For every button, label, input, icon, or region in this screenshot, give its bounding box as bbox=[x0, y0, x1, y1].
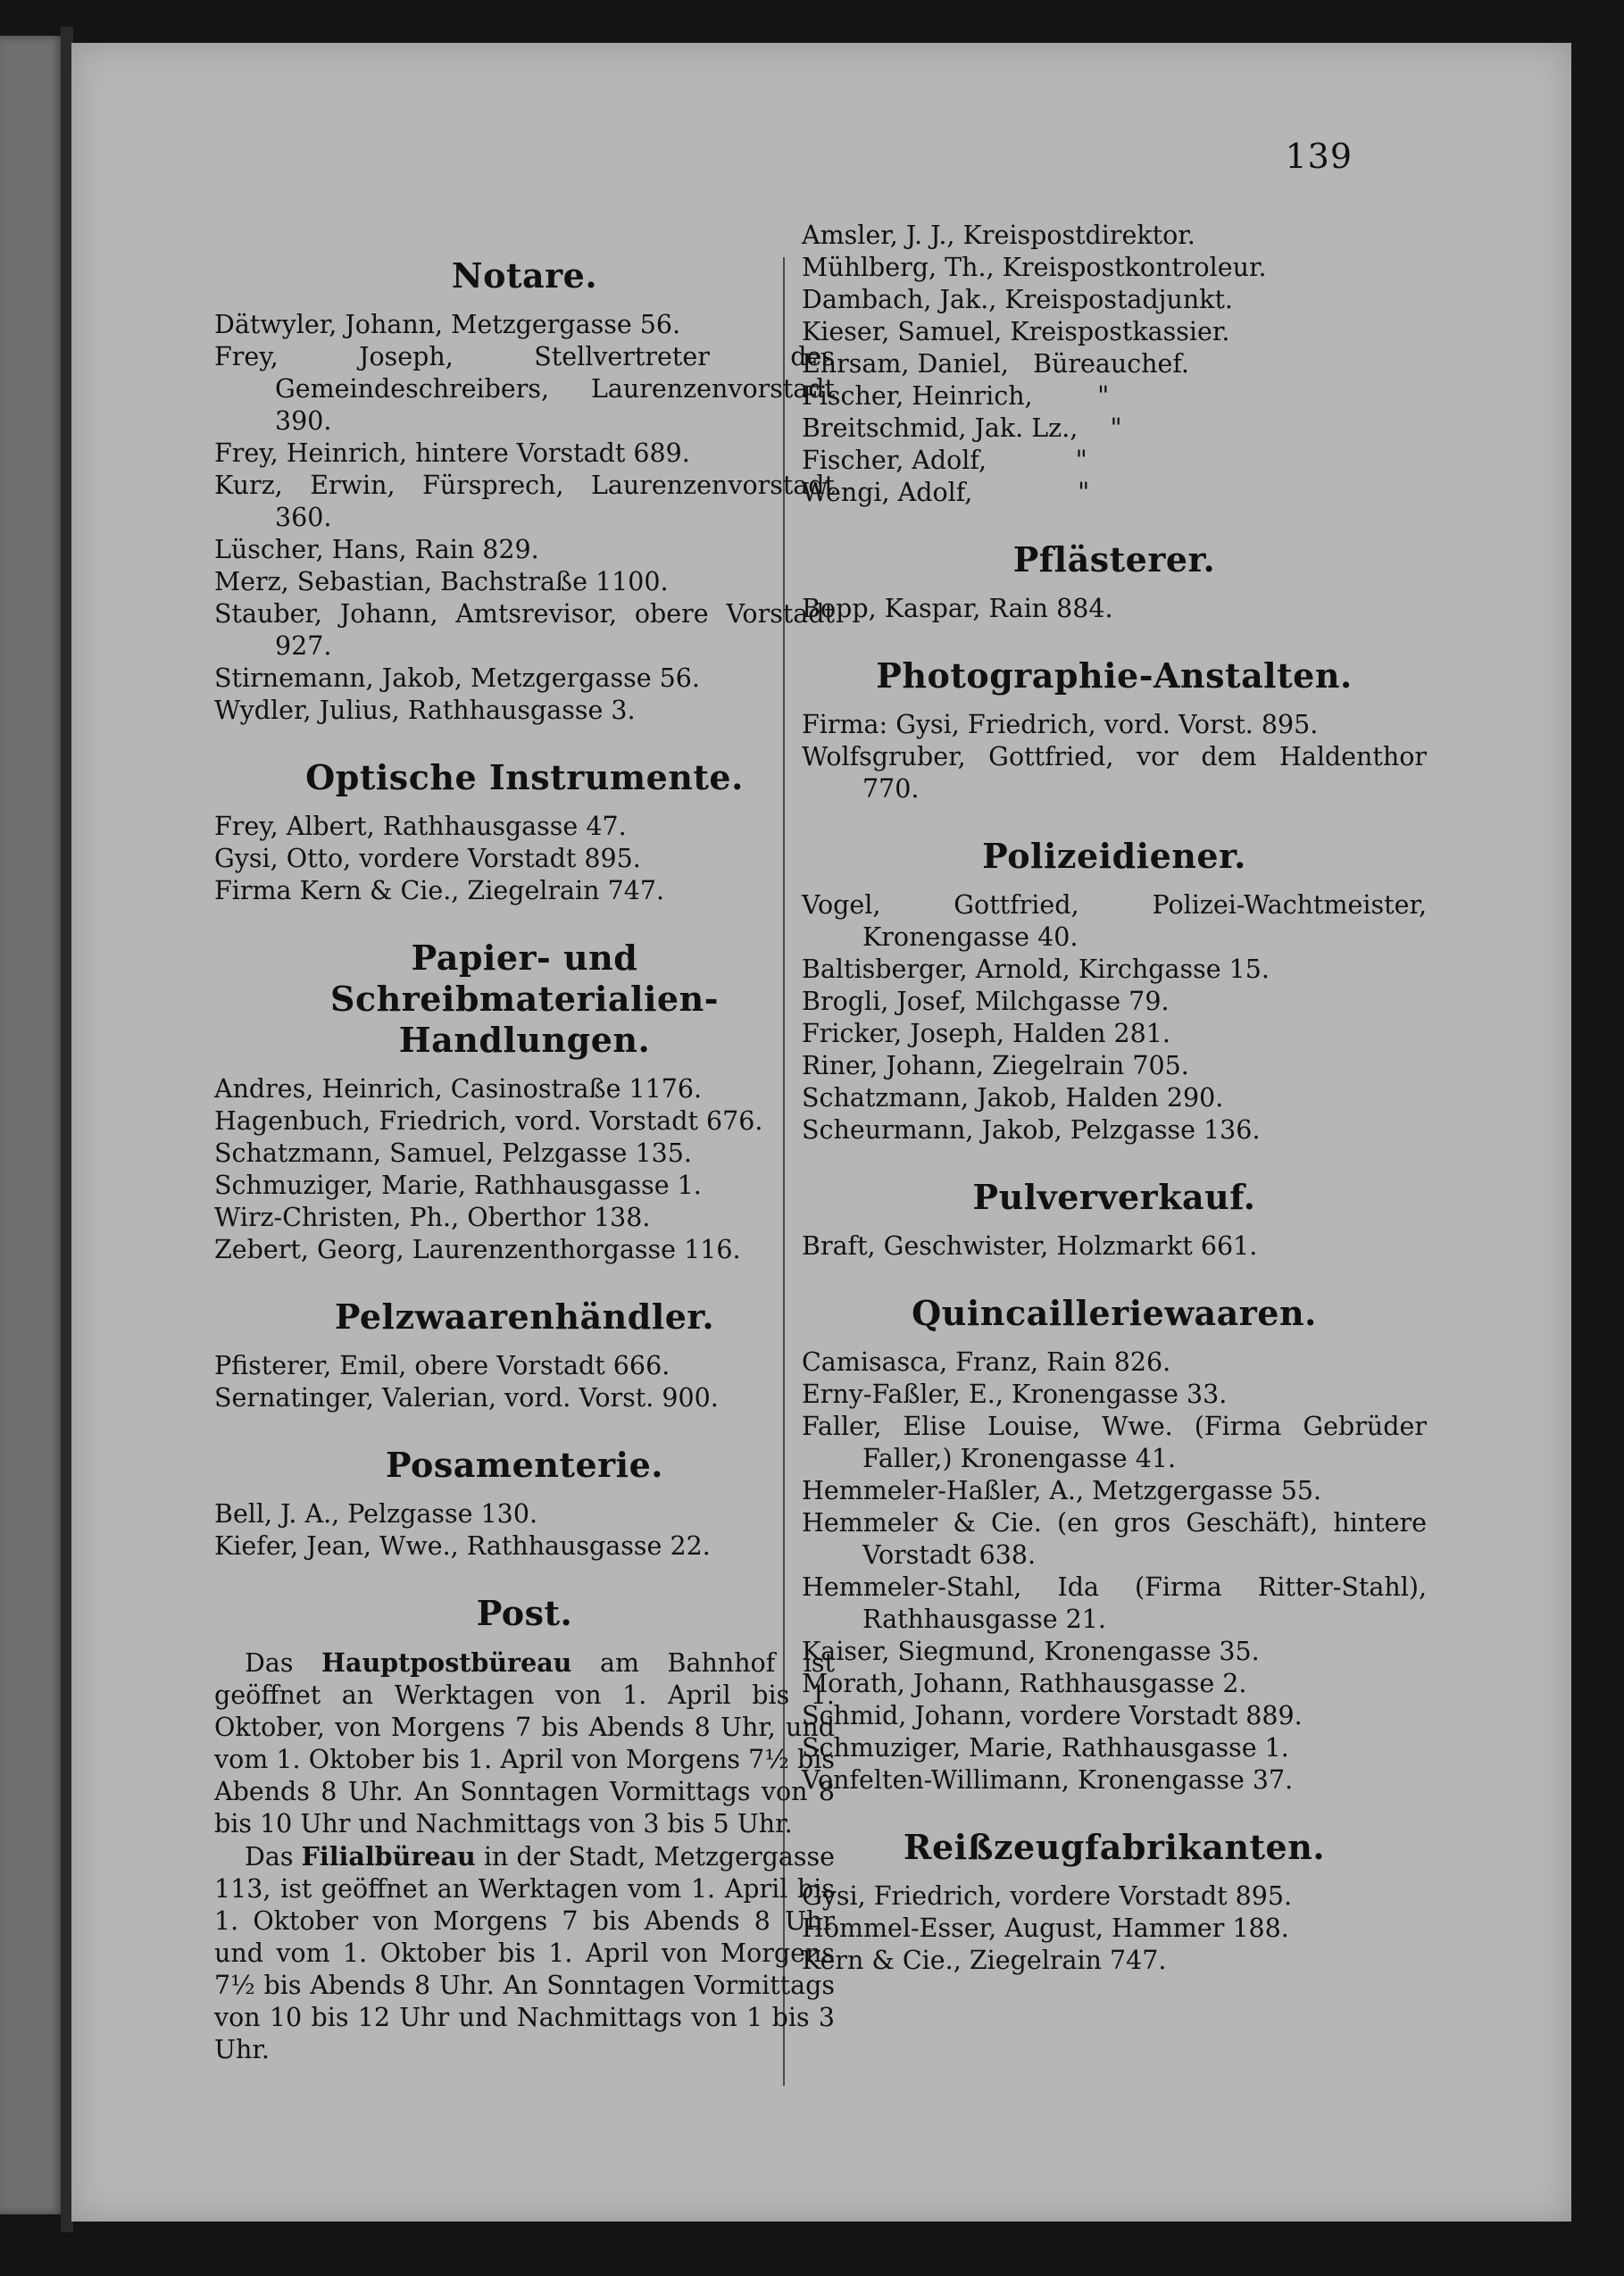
section-heading: Notare. bbox=[451, 255, 598, 296]
left-column bbox=[214, 255, 835, 2097]
list-item: Hemmeler-Stahl, Ida (Firma Ritter-Stahl), Rathhausgasse 21. bbox=[802, 1572, 1427, 1634]
section-heading: Pflästerer. bbox=[1012, 539, 1216, 579]
list-item: Kieser, Samuel, Kreispostkassier. bbox=[802, 317, 1230, 346]
post-paragraph-hauptpost: Das Hauptpostbüreau am Bahnhof ist geöffnet an Werktagen von 1. April bis 1. Oktober, von Morgens 7 bis Abends 8 Uhr, und vom 1. Oktober bis 1. April von Morgens 7½ bis Abends 8 Uhr. An Sonntagen Vormittags von 8 bis 10 Uhr und Nachmittags von 3 bis 5 Uhr. bbox=[214, 1647, 836, 1838]
section-pelzwaaren bbox=[214, 1296, 835, 1414]
section-heading: Pelzwaarenhändler. bbox=[334, 1296, 715, 1337]
list-item: Riner, Johann, Ziegelrain 705. bbox=[802, 1051, 1189, 1080]
list-item: Schmid, Johann, vordere Vorstadt 889. bbox=[802, 1701, 1303, 1730]
list-item: Hommel-Esser, August, Hammer 188. bbox=[802, 1913, 1289, 1943]
list-item: Vonfelten-Willimann, Kronengasse 37. bbox=[802, 1765, 1294, 1795]
list-item: Morath, Johann, Rathhausgasse 2. bbox=[802, 1669, 1247, 1698]
list-item: Gysi, Otto, vordere Vorstadt 895. bbox=[214, 844, 641, 873]
list-item: Vogel, Gottfried, Polizei-Wachtmeister, Kronengasse 40. bbox=[802, 890, 1427, 952]
book-page bbox=[71, 43, 1571, 2222]
list-item: Erny-Faßler, E., Kronengasse 33. bbox=[802, 1380, 1228, 1409]
list-item: Schmuziger, Marie, Rathhausgasse 1. bbox=[802, 1733, 1289, 1763]
section-quincaillerie bbox=[802, 1293, 1427, 1797]
list-item: Kiefer, Jean, Wwe., Rathhausgasse 22. bbox=[214, 1531, 711, 1561]
section-heading: Optische Instrumente. bbox=[305, 757, 744, 797]
section-heading: Photographie-Anstalten. bbox=[876, 655, 1353, 696]
list-item: Schatzmann, Jakob, Halden 290. bbox=[802, 1083, 1224, 1113]
list-item: Gysi, Friedrich, vordere Vorstadt 895. bbox=[802, 1881, 1293, 1911]
section-reisszeug bbox=[802, 1827, 1427, 1977]
list-item: Hemmeler & Cie. (en gros Geschäft), hintere Vorstadt 638. bbox=[802, 1508, 1427, 1570]
section-heading: Quincailleriewaaren. bbox=[912, 1293, 1317, 1333]
list-item: Baltisberger, Arnold, Kirchgasse 15. bbox=[802, 955, 1270, 984]
section-heading: Papier- und Schreibmaterialien-Handlungen. bbox=[330, 938, 719, 1060]
list-item: Fischer, Heinrich, " bbox=[802, 381, 1110, 411]
list-item: Zebert, Georg, Laurenzenthorgasse 116. bbox=[214, 1235, 741, 1264]
list-item: Camisasca, Franz, Rain 826. bbox=[802, 1347, 1171, 1377]
list-item: Wirz-Christen, Ph., Oberthor 138. bbox=[214, 1203, 651, 1232]
list-item: Brogli, Josef, Milchgasse 79. bbox=[802, 987, 1170, 1016]
list-item: Scheurmann, Jakob, Pelzgasse 136. bbox=[802, 1115, 1261, 1145]
list-item: Bopp, Kaspar, Rain 884. bbox=[802, 594, 1113, 623]
list-item: Firma Kern & Cie., Ziegelrain 747. bbox=[214, 876, 665, 905]
list-item: Hemmeler-Haßler, A., Metzgergasse 55. bbox=[802, 1476, 1322, 1505]
list-item: Kurz, Erwin, Fürsprech, Laurenzenvorstadt 360. bbox=[214, 471, 835, 532]
list-item: Breitschmid, Jak. Lz., " bbox=[802, 413, 1122, 443]
section-heading: Polizeidiener. bbox=[982, 836, 1246, 876]
list-item: Braft, Geschwister, Holzmarkt 661. bbox=[802, 1231, 1258, 1261]
list-item: Firma: Gysi, Friedrich, vord. Vorst. 895. bbox=[802, 710, 1319, 739]
list-item: Kaiser, Siegmund, Kronengasse 35. bbox=[802, 1637, 1260, 1666]
list-item: Wolfsgruber, Gottfried, vor dem Haldenthor 770. bbox=[802, 742, 1427, 804]
section-polizeidiener bbox=[802, 836, 1427, 1146]
list-item: Stirnemann, Jakob, Metzgergasse 56. bbox=[214, 663, 700, 693]
list-item: Schatzmann, Samuel, Pelzgasse 135. bbox=[214, 1138, 692, 1168]
list-item: Sernatinger, Valerian, vord. Vorst. 900. bbox=[214, 1383, 719, 1413]
list-item: Fricker, Joseph, Halden 281. bbox=[802, 1019, 1170, 1048]
section-pflaesterer bbox=[802, 539, 1427, 625]
list-item: Frey, Heinrich, hintere Vorstadt 689. bbox=[214, 438, 690, 468]
list-item: Stauber, Johann, Amtsrevisor, obere Vorstadt 927. bbox=[214, 599, 835, 661]
list-item: Frey, Joseph, Stellvertreter des Gemeindeschreibers, Laurenzenvorstadt 390. bbox=[214, 342, 835, 436]
list-item: Dätwyler, Johann, Metzgergasse 56. bbox=[214, 310, 681, 339]
post-paragraph-filiale: Das Filialbüreau in der Stadt, Metzgergasse 113, ist geöffnet an Werktagen vom 1. April bis 1. Oktober von Morgens 7 bis Abends 8 Uhr und vom 1. Oktober bis 1. April von Morgens 7½ bis Abends 8 Uhr. An Sonntagen Vormittags von 10 bis 12 Uhr und Nachmittags von 1 bis 3 Uhr. bbox=[214, 1841, 835, 2064]
section-post-staff bbox=[802, 220, 1427, 509]
section-photographie bbox=[802, 655, 1427, 805]
list-item: Fischer, Adolf, " bbox=[802, 446, 1087, 475]
facing-page-edge bbox=[0, 36, 64, 2214]
list-item: Merz, Sebastian, Bachstraße 1100. bbox=[214, 567, 669, 596]
section-posamenterie bbox=[214, 1445, 835, 1563]
list-item: Frey, Albert, Rathhausgasse 47. bbox=[214, 812, 627, 841]
section-heading: Pulververkauf. bbox=[972, 1177, 1256, 1217]
list-item: Kern & Cie., Ziegelrain 747. bbox=[802, 1946, 1167, 1975]
section-heading: Reißzeugfabrikanten. bbox=[903, 1827, 1326, 1867]
list-item: Wengi, Adolf, " bbox=[802, 478, 1090, 507]
list-item: Bell, J. A., Pelzgasse 130. bbox=[214, 1499, 538, 1529]
list-item: Lüscher, Hans, Rain 829. bbox=[214, 535, 539, 564]
list-item: Hagenbuch, Friedrich, vord. Vorstadt 676. bbox=[214, 1106, 763, 1136]
section-heading: Post. bbox=[476, 1593, 573, 1633]
section-post bbox=[214, 1593, 835, 2066]
list-item: Amsler, J. J., Kreispostdirektor. bbox=[802, 221, 1195, 250]
section-pulververkauf bbox=[802, 1177, 1427, 1263]
section-heading: Posamenterie. bbox=[385, 1445, 664, 1485]
list-item: Schmuziger, Marie, Rathhausgasse 1. bbox=[214, 1171, 702, 1200]
list-item: Ehrsam, Daniel, Büreauchef. bbox=[802, 349, 1189, 379]
list-item: Mühlberg, Th., Kreispostkontroleur. bbox=[802, 253, 1267, 282]
list-item: Andres, Heinrich, Casinostraße 1176. bbox=[214, 1074, 703, 1104]
bold-term: Filialbüreau bbox=[301, 1841, 476, 1872]
right-column bbox=[802, 220, 1427, 2007]
section-notare bbox=[214, 255, 835, 727]
list-item: Faller, Elise Louise, Wwe. (Firma Gebrüder Faller,) Kronengasse 41. bbox=[802, 1412, 1427, 1473]
section-optische-instrumente bbox=[214, 757, 835, 907]
list-item: Dambach, Jak., Kreispostadjunkt. bbox=[802, 285, 1233, 314]
page-number: 139 bbox=[1285, 137, 1353, 176]
bold-term: Hauptpostbüreau bbox=[321, 1647, 572, 1678]
list-item: Wydler, Julius, Rathhausgasse 3. bbox=[214, 696, 636, 725]
section-papier bbox=[214, 938, 835, 1266]
list-item: Pfisterer, Emil, obere Vorstadt 666. bbox=[214, 1351, 670, 1380]
